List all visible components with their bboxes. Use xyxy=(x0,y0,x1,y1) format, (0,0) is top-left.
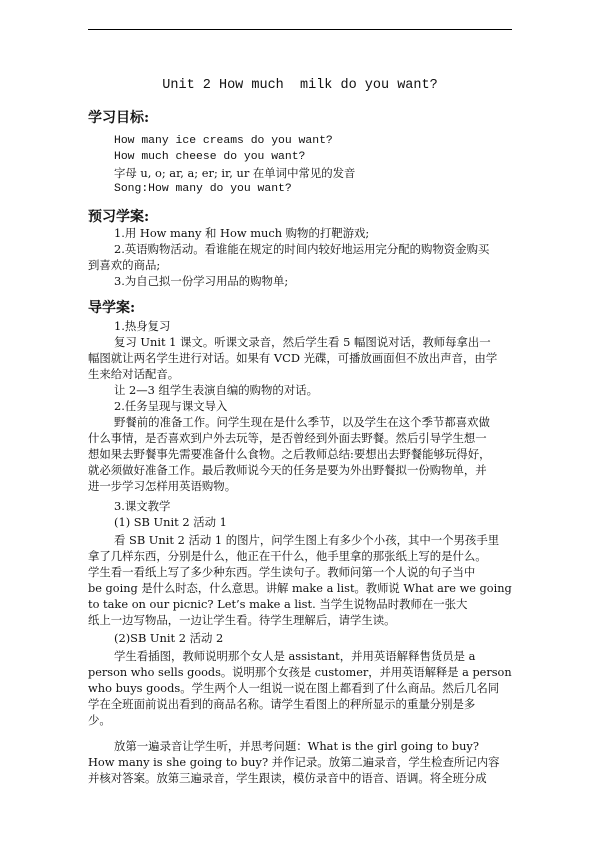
guide-heading: 导学案: xyxy=(88,300,136,316)
guide-line: (1) SB Unit 2 活动 1 xyxy=(114,515,227,529)
preview-heading: 预习学案: xyxy=(88,209,150,225)
guide-line: 学在全班面前说出看到的商品名称。请学生看图上的秤所显示的重量分别是多 xyxy=(88,697,476,711)
guide-line: 进一步学习怎样用英语购物。 xyxy=(88,479,237,493)
guide-line: be going 是什么时态，什么意思。讲解 make a list。教师说 What are we going xyxy=(88,581,512,595)
guide-line: 学生看插图，教师说明那个女人是 assistant，并用英语解释售货员是 a xyxy=(114,649,476,663)
page-title: Unit 2 How much milk do you want? xyxy=(162,78,438,93)
preview-item: 到喜欢的商品; xyxy=(88,258,161,272)
guide-line: 就必须做好准备工作。最后教师说今天的任务是要为外出野餐拟一份购物单，并 xyxy=(88,463,487,477)
guide-line: who buys goods。学生两个人一组说一说在图上都看到了什么商品。然后几名同 xyxy=(88,681,500,695)
guide-line: 生来给对话配音。 xyxy=(88,367,180,381)
guide-line: (2)SB Unit 2 活动 2 xyxy=(114,631,224,645)
goal-item: How many ice creams do you want? xyxy=(114,135,333,147)
guide-line: 2.任务呈现与课文导入 xyxy=(114,399,228,413)
goal-item: 字母 u, o; ar, a; er; ir, ur 在单词中常见的发音 xyxy=(114,166,356,180)
guide-line: 拿了几样东西，分别是什么，他正在干什么，他手里拿的那张纸上写的是什么。 xyxy=(88,549,487,563)
guide-line: 想如果去野餐事先需要准备什么食物。之后教师总结:要想出去野餐能够玩得好， xyxy=(88,447,491,461)
preview-item: 1.用 How many 和 How much 购物的打靶游戏; xyxy=(114,226,370,240)
guide-line: 看 SB Unit 2 活动 1 的图片，问学生图上有多少个小孩，其中一个男孩手里 xyxy=(114,533,500,547)
guide-line: person who sells goods。说明那个女孩是 customer，并用英语解释是 a person xyxy=(88,665,512,679)
guide-line: 什么事情，是否喜欢到户外去玩等，是否曾经到外面去野餐。然后引导学生想一 xyxy=(88,431,487,445)
guide-line: to take on our picnic? Let’s make a list. 当学生说物品时教师在一张大 xyxy=(88,597,468,611)
guide-line: 并核对答案。放第三遍录音，学生跟读，模仿录音中的语音、语调。将全班分成 xyxy=(88,771,487,785)
guide-line: 复习 Unit 1 课文。听课文录音，然后学生看 5 幅图说对话，教师每拿出一 xyxy=(114,335,491,349)
goal-item: Song:How many do you want? xyxy=(114,183,292,195)
guide-line: 3.课文教学 xyxy=(114,499,171,513)
guide-line: 1.热身复习 xyxy=(114,319,171,333)
guide-line: 幅图就让两名学生进行对话。如果有 VCD 光碟，可播放画面但不放出声音，由学 xyxy=(88,351,498,365)
header-rule xyxy=(88,29,512,30)
guide-line: 纸上一边写物品，一边让学生看。待学生理解后，请学生读。 xyxy=(88,613,396,627)
guide-line: 少。 xyxy=(88,713,111,727)
guide-line: 放第一遍录音让学生听，并思考问题：What is the girl going to buy? xyxy=(114,739,479,753)
guide-line: How many is she going to buy? 并作记录。放第二遍录音，学生检查所记内容 xyxy=(88,755,500,769)
preview-item: 3.为自己拟一份学习用品的购物单; xyxy=(114,274,289,288)
guide-line: 学生看一看纸上写了多少种东西。学生读句子。教师问第一个人说的句子当中 xyxy=(88,565,476,579)
guide-line: 野餐前的准备工作。问学生现在是什么季节，以及学生在这个季节都喜欢做 xyxy=(114,415,490,429)
preview-item: 2.英语购物活动。看谁能在规定的时间内较好地运用完分配的购物资金购买 xyxy=(114,242,490,256)
goals-heading: 学习目标: xyxy=(88,110,150,126)
guide-line: 让 2—3 组学生表演自编的购物的对话。 xyxy=(114,383,318,397)
goal-item: How much cheese do you want? xyxy=(114,151,306,163)
